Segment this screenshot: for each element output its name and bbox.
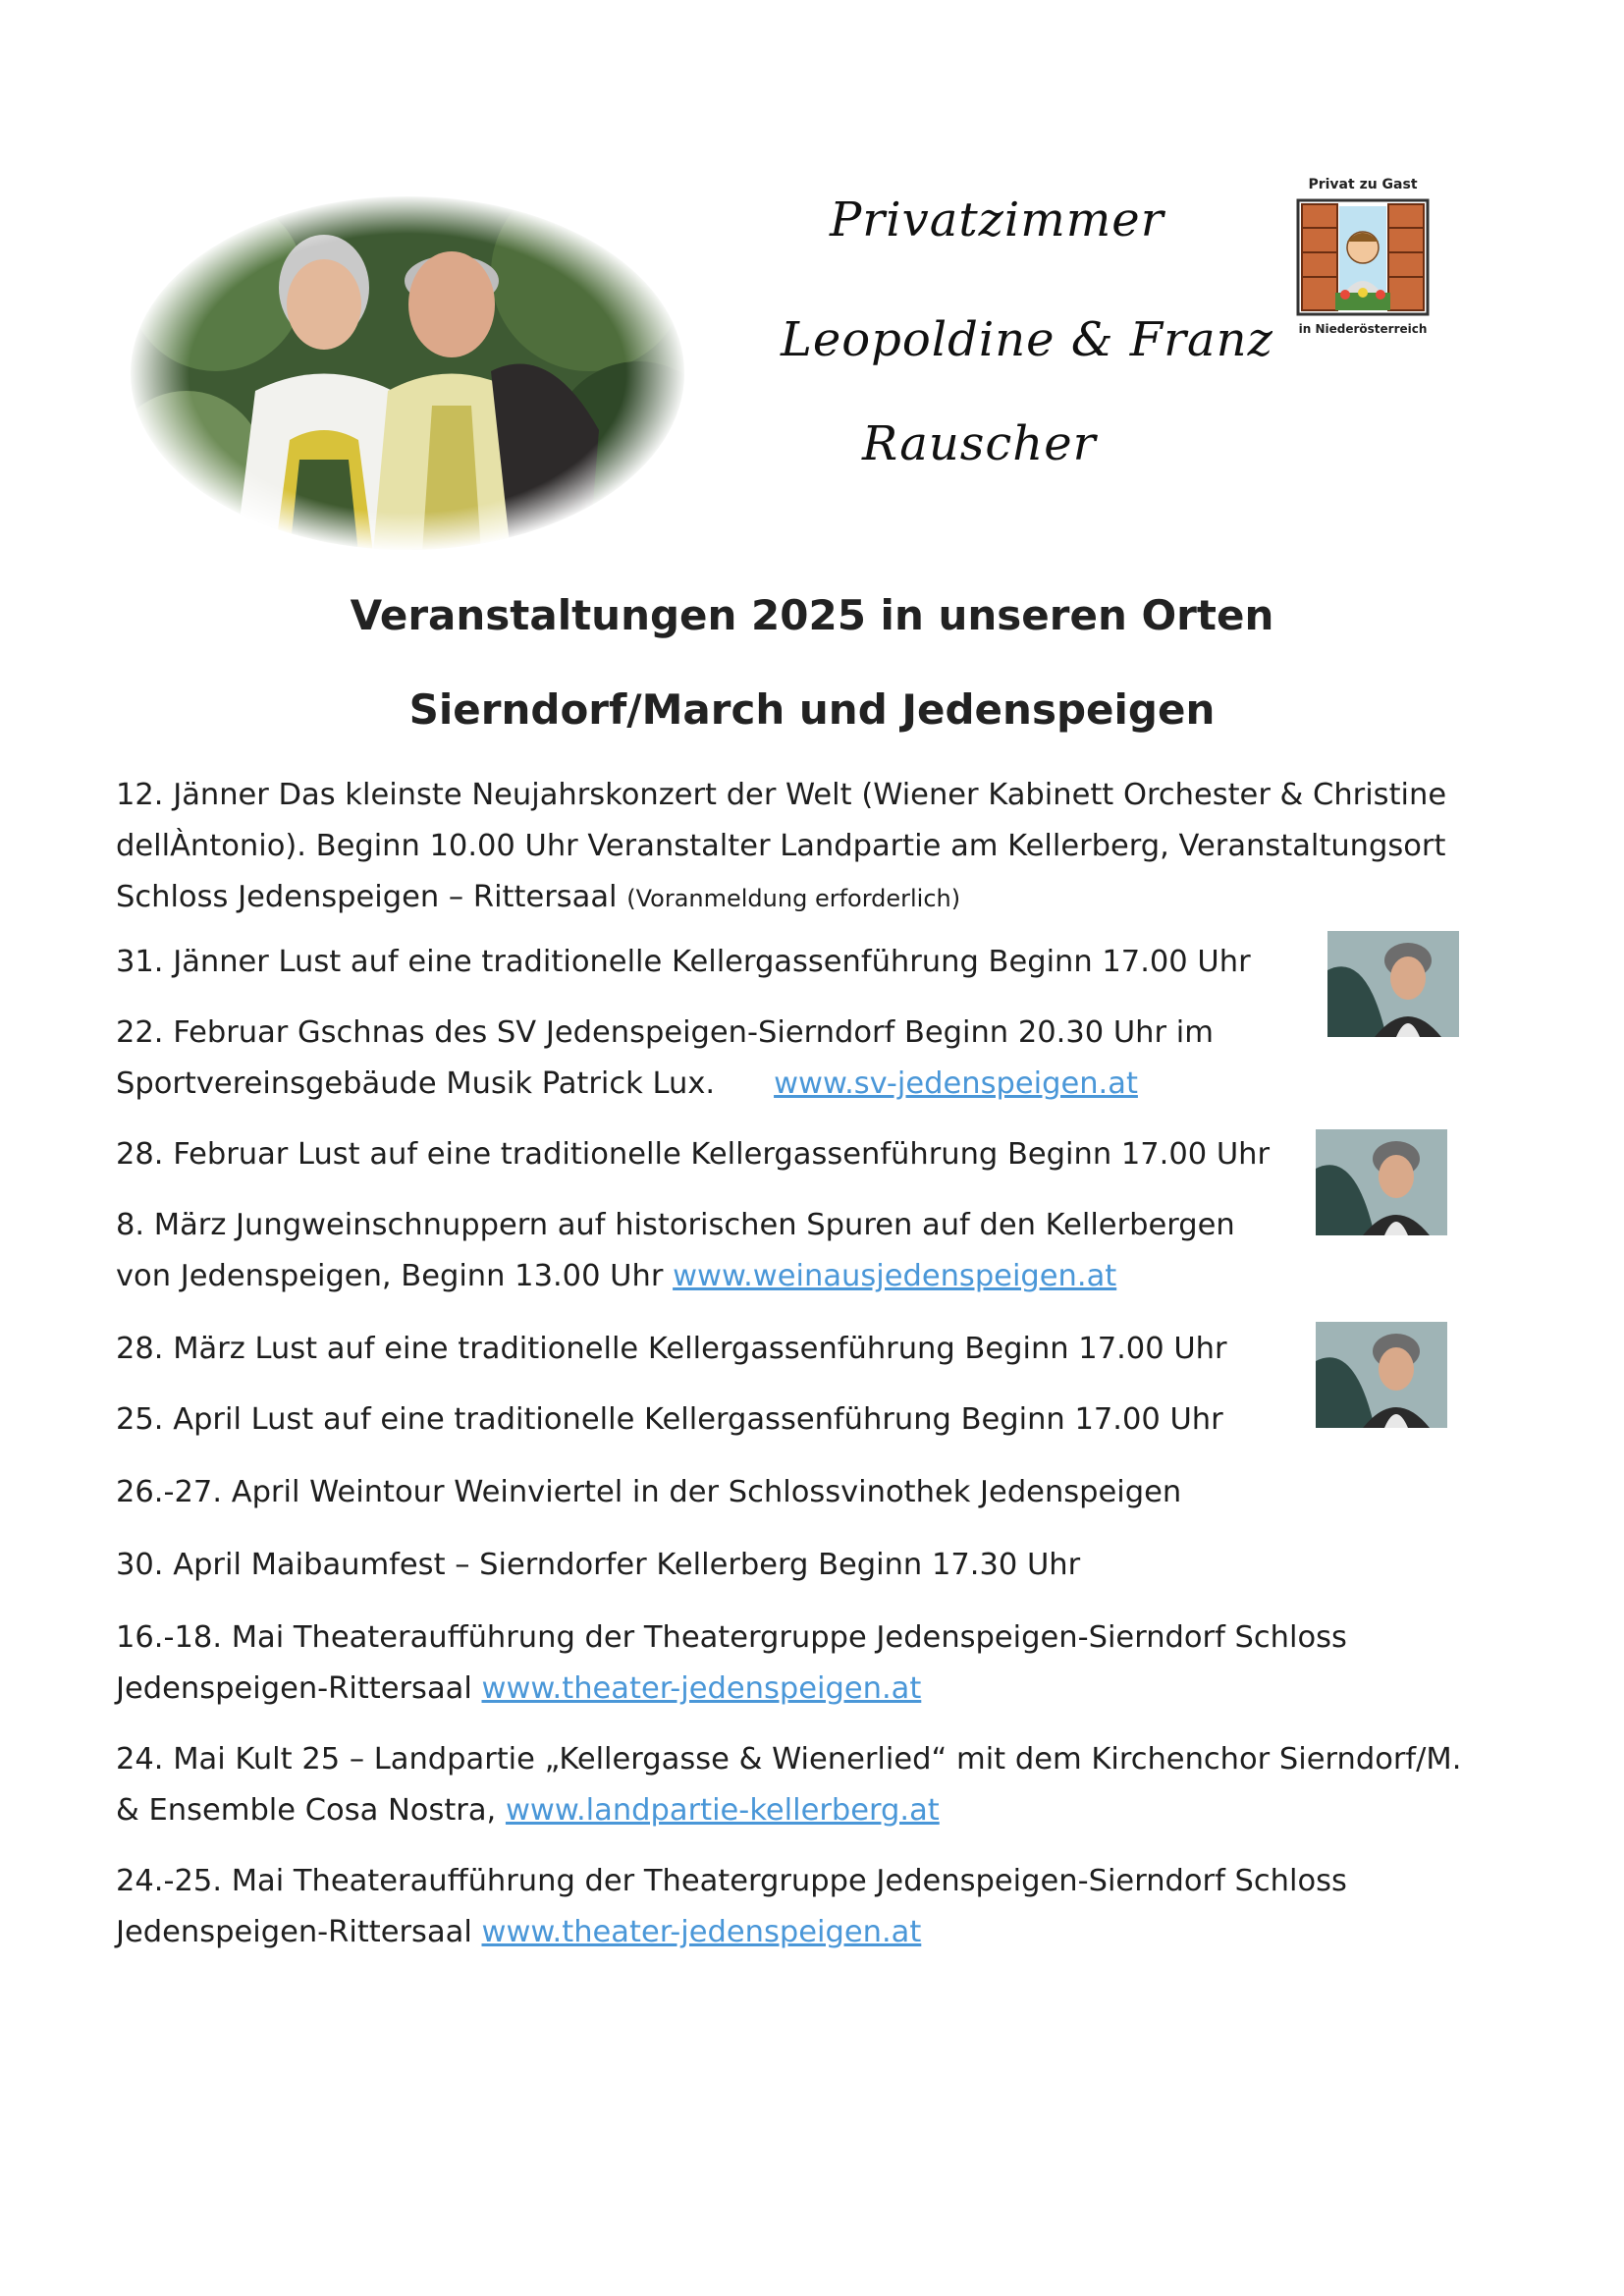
event-text: 25. April Lust auf eine traditionelle Kellergassenführung Beginn 17.00 Uhr xyxy=(116,1402,1223,1437)
event-text: Sportvereinsgebäude Musik Patrick Lux. xyxy=(116,1066,716,1101)
event-text: 28. März Lust auf eine traditionelle Kellergassenführung Beginn 17.00 Uhr xyxy=(116,1332,1227,1366)
event-text: 8. März Jungweinschnuppern auf historischen Spuren auf den Kellerbergen xyxy=(116,1208,1235,1242)
event-item xyxy=(116,937,1530,988)
event-text: Schloss Jedenspeigen – Rittersaal xyxy=(116,880,618,914)
event-text: von Jedenspeigen, Beginn 13.00 Uhr xyxy=(116,1259,664,1293)
privat-zu-gast-badge xyxy=(1284,177,1441,344)
event-text: Jedenspeigen-Rittersaal xyxy=(116,1915,472,1949)
guide-photo xyxy=(1316,1129,1447,1235)
event-item xyxy=(116,1856,1530,1958)
title-line-1: Privatzimmer xyxy=(830,192,1164,247)
event-item xyxy=(116,1540,1530,1591)
event-item xyxy=(116,1613,1530,1715)
page-title: Veranstaltungen 2025 in unseren Orten xyxy=(350,591,1274,639)
event-text: 22. Februar Gschnas des SV Jedenspeigen-Sierndorf Beginn 20.30 Uhr im xyxy=(116,1015,1214,1050)
event-link[interactable]: www.theater-jedenspeigen.at xyxy=(481,1915,922,1949)
guide-photo xyxy=(1316,1322,1447,1428)
event-text: 12. Jänner Das kleinste Neujahrskonzert der Welt (Wiener Kabinett Orchester & Christine xyxy=(116,778,1447,812)
event-item xyxy=(116,1467,1530,1518)
event-link[interactable]: www.landpartie-kellerberg.at xyxy=(505,1793,940,1828)
title-line-3: Rauscher xyxy=(862,416,1097,471)
badge-bottom-text: in Niederösterreich xyxy=(1298,322,1428,336)
window-logo-icon xyxy=(1296,198,1430,316)
page-subtitle: Sierndorf/March und Jedenspeigen xyxy=(408,685,1216,734)
event-item xyxy=(116,770,1530,924)
event-text: Jedenspeigen-Rittersaal xyxy=(116,1671,472,1706)
event-text: 16.-18. Mai Theateraufführung der Theatergruppe Jedenspeigen-Sierndorf Schloss xyxy=(116,1620,1347,1655)
couple-photo xyxy=(128,194,687,553)
event-text: 26.-27. April Weintour Weinviertel in der Schlossvinothek Jedenspeigen xyxy=(116,1475,1182,1509)
title-line-2: Leopoldine & Franz xyxy=(781,312,1273,367)
event-text: 31. Jänner Lust auf eine traditionelle Kellergassenführung Beginn 17.00 Uhr xyxy=(116,945,1251,979)
event-item xyxy=(116,1734,1530,1836)
badge-top-text: Privat zu Gast xyxy=(1308,177,1418,192)
event-link[interactable]: www.sv-jedenspeigen.at xyxy=(774,1066,1138,1101)
event-text: 28. Februar Lust auf eine traditionelle Kellergassenführung Beginn 17.00 Uhr xyxy=(116,1137,1271,1172)
event-link[interactable]: www.weinausjedenspeigen.at xyxy=(673,1259,1117,1293)
event-text: 24. Mai Kult 25 – Landpartie „Kellergasse & Wienerlied“ mit dem Kirchenchor Sierndorf/M. xyxy=(116,1742,1462,1777)
guide-photo xyxy=(1327,931,1459,1037)
event-text: & Ensemble Cosa Nostra, xyxy=(116,1793,497,1828)
event-note: (Voranmeldung erforderlich) xyxy=(626,885,961,912)
event-text: dellÀntonio). Beginn 10.00 Uhr Veranstalter Landpartie am Kellerberg, Veranstaltungsort xyxy=(116,829,1446,863)
event-item xyxy=(116,1008,1530,1110)
event-text: 24.-25. Mai Theateraufführung der Theatergruppe Jedenspeigen-Sierndorf Schloss xyxy=(116,1864,1347,1898)
event-link[interactable]: www.theater-jedenspeigen.at xyxy=(481,1671,922,1706)
event-text: 30. April Maibaumfest – Sierndorfer Kellerberg Beginn 17.30 Uhr xyxy=(116,1548,1081,1582)
